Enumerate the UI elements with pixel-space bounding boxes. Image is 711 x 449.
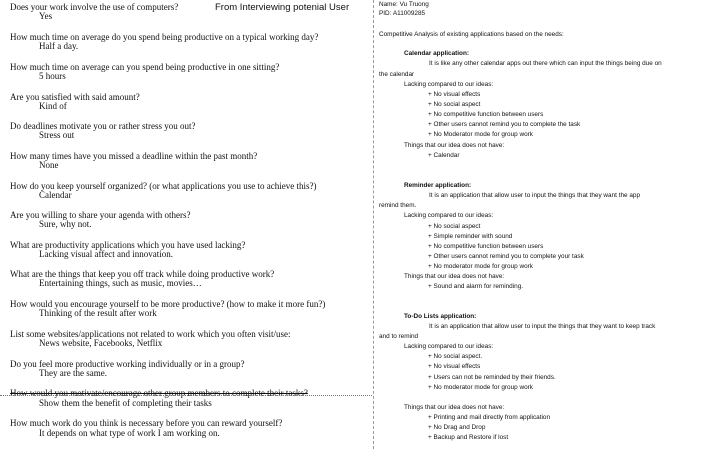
todo-lacking: Lacking compared to our ideas:	[404, 343, 494, 350]
calendar-desc-2: the calendar	[379, 71, 415, 78]
question-5: Do deadlines motivate you or rather stress you out?	[10, 121, 196, 131]
analysis-intro: Competitive Analysis of existing applications based on the needs:	[379, 31, 564, 38]
reminder-not-item: + Sound and alarm for reminding.	[428, 283, 524, 290]
answer-11: Thinking of the result after work	[39, 308, 157, 318]
todo-item: + No moderator mode for group work	[428, 384, 533, 391]
answer-12: News website, Facebooks, Netflix	[39, 338, 163, 348]
calendar-item: + No visual effects	[428, 91, 481, 98]
todo-desc-2: and to remind	[379, 333, 419, 340]
question-2: How much time on average do you spend being productive on a typical working day?	[10, 32, 319, 42]
analysis-panel	[374, 0, 711, 449]
todo-desc-1: It is an application that allow user to input the things that they want to keep track	[429, 323, 656, 330]
question-9: What are productivity applications which you have used lacking?	[10, 240, 246, 250]
answer-4: Kind of	[39, 101, 67, 111]
reminder-item: + No competitive function between users	[428, 243, 544, 250]
dotted-line	[0, 395, 372, 396]
answer-7: Calendar	[39, 190, 72, 200]
reminder-title: Reminder application:	[404, 182, 472, 189]
calendar-item: + Other users cannot remind you to complete the task	[428, 121, 581, 128]
calendar-item: + No social aspect	[428, 101, 481, 108]
todo-not-item: + Backup and Restore if lost	[428, 434, 509, 441]
question-7: How do you keep yourself organized? (or what applications you use to achieve this?)	[10, 181, 317, 191]
todo-item: + No social aspect.	[428, 353, 483, 360]
reminder-lacking: Lacking compared to our ideas:	[404, 212, 494, 219]
answer-15: It depends on what type of work I am working on.	[39, 428, 220, 438]
question-4: Are you satisfied with said amount?	[10, 92, 140, 102]
todo-not-item: + Printing and mail directly from application	[428, 414, 551, 421]
question-1: Does your work involve the use of computers?	[10, 2, 179, 12]
student-pid: PID: A11009285	[379, 10, 426, 17]
calendar-title: Calendar application:	[404, 50, 469, 57]
calendar-desc-1: It is like any other calendar apps out there which can input the things being due on	[429, 60, 662, 67]
answer-9: Lacking visual affect and innovation.	[39, 249, 174, 259]
question-14: How would you motivate/encourage other group members to complete their tasks?	[10, 388, 308, 398]
todo-title: To-Do Lists application:	[404, 313, 477, 320]
interview-header: From Interviewing potenial User	[215, 2, 350, 13]
reminder-desc-2: remind them.	[379, 202, 417, 209]
reminder-item: + No social aspect	[428, 223, 481, 230]
question-3: How much time on average can you spend being productive in one sitting?	[10, 62, 280, 72]
question-11: How would you encourage yourself to be more productive? (how to make it more fun?)	[10, 299, 326, 309]
todo-item: + No visual effects	[428, 363, 481, 370]
question-12: List some websites/applications not related to work which you often visit/use:	[10, 329, 291, 339]
reminder-desc-1: It is an application that allow user to input the things that they want the app	[429, 192, 641, 199]
todo-item: + Users can not be reminded by their friends.	[428, 374, 556, 381]
student-name: Name: Vu Truong	[379, 1, 429, 8]
answer-5: Stress out	[39, 130, 75, 140]
answer-3: 5 hours	[39, 71, 66, 81]
answer-8: Sure, why not.	[39, 219, 92, 229]
answer-10: Entertaining things, such as music, movies…	[39, 278, 202, 288]
answer-2: Half a day.	[39, 41, 79, 51]
calendar-lacking: Lacking compared to our ideas:	[404, 81, 494, 88]
calendar-item: + No competitive function between users	[428, 111, 544, 118]
question-15: How much work do you think is necessary before you can reward yourself?	[10, 418, 283, 428]
calendar-not-have: Things that our idea does not have:	[404, 142, 505, 149]
answer-6: None	[39, 160, 59, 170]
answer-13: They are the same.	[39, 368, 107, 378]
todo-not-item: + No Drag and Drop	[428, 424, 486, 431]
answer-1: Yes	[39, 11, 53, 21]
calendar-item: + No Moderator mode for group work	[428, 131, 533, 138]
question-13: Do you feel more productive working individually or in a group?	[10, 359, 245, 369]
reminder-item: + No moderator mode for group work	[428, 263, 533, 270]
question-8: Are you willing to share your agenda with others?	[10, 210, 191, 220]
todo-not-have: Things that our idea does not have:	[404, 404, 505, 411]
answer-14: Show them the benefit of completing their tasks	[39, 398, 212, 408]
reminder-item: + Simple reminder with sound	[428, 233, 513, 240]
reminder-item: + Other users cannot remind you to complete your task	[428, 253, 584, 260]
calendar-not-item: + Calendar	[428, 152, 460, 159]
question-6: How many times have you missed a deadline within the past month?	[10, 151, 258, 161]
reminder-not-have: Things that our idea does not have:	[404, 273, 505, 280]
question-10: What are the things that keep you off track while doing productive work?	[10, 269, 275, 279]
